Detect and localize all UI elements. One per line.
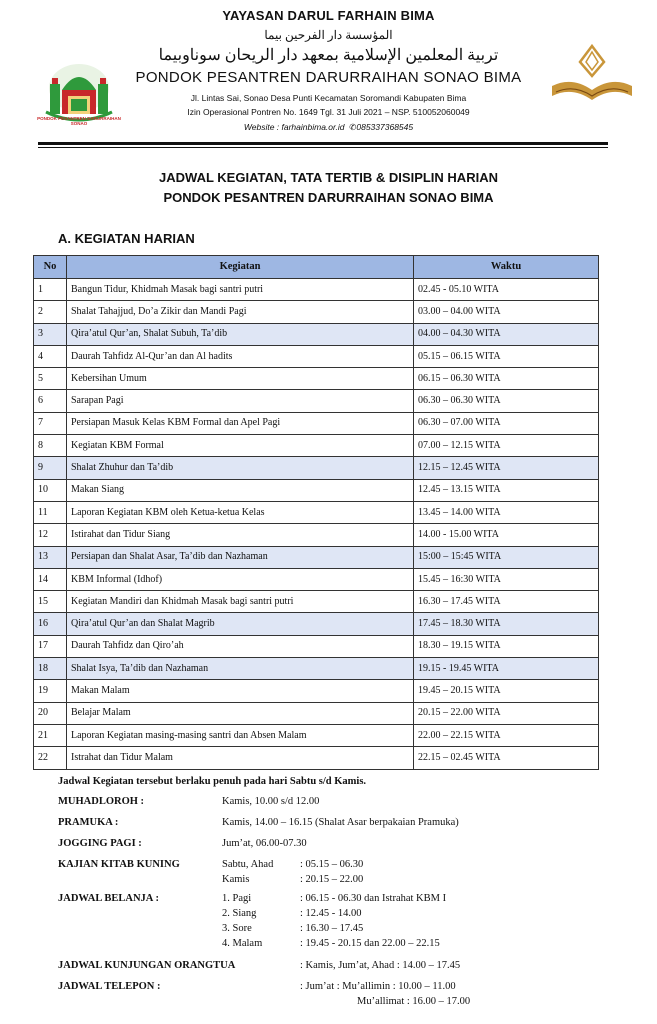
- row-activity: Shalat Zhuhur dan Ta’dib: [67, 457, 414, 479]
- table-row: [34, 747, 599, 769]
- row-time: 15:00 – 15:45 WITA: [414, 546, 599, 568]
- belanja-slot-2: 2. Siang: [222, 908, 257, 919]
- validity-note: Jadwal Kegiatan tersebut berlaku penuh pada hari Sabtu s/d Kamis.: [58, 776, 367, 787]
- row-time: 03.00 – 04.00 WITA: [414, 301, 599, 323]
- row-time: 12.15 – 12.45 WITA: [414, 457, 599, 479]
- row-time: 16.30 – 17.45 WITA: [414, 591, 599, 613]
- row-activity: KBM Informal (Idhof): [67, 568, 414, 590]
- row-time: 06.15 – 06.30 WITA: [414, 368, 599, 390]
- row-number: 15: [34, 591, 67, 613]
- belanja-time-3: : 16.30 – 17.45: [300, 923, 364, 934]
- row-number: 1: [34, 279, 67, 301]
- belanja-time-4: : 19.45 - 20.15 dan 22.00 – 22.15: [300, 938, 440, 949]
- row-number: 9: [34, 457, 67, 479]
- contact-line: [0, 122, 657, 133]
- muhadloroh-value: Kamis, 10.00 s/d 12.00: [222, 796, 320, 807]
- row-number: 17: [34, 635, 67, 657]
- row-activity: Daurah Tahfidz Al-Qur’an dan Al hadits: [67, 345, 414, 367]
- kunjungan-value: : Kamis, Jum’at, Ahad : 14.00 – 17.45: [300, 960, 461, 971]
- school-name: PONDOK PESANTREN DARURRAIHAN SONAO BIMA: [135, 69, 522, 86]
- table-header-row: [34, 256, 599, 279]
- telepon-label: JADWAL TELEPON :: [58, 981, 161, 992]
- kajian-day-2: Kamis: [222, 874, 250, 885]
- table-row: [34, 345, 599, 367]
- row-time: 19.45 – 20.15 WITA: [414, 680, 599, 702]
- belanja-time-2: : 12.45 - 14.00: [300, 908, 362, 919]
- header-kegiatan: Kegiatan: [67, 256, 414, 279]
- schedule-table: [33, 255, 599, 770]
- section-heading: A. KEGIATAN HARIAN: [58, 231, 195, 246]
- row-number: 18: [34, 658, 67, 680]
- row-time: 06.30 – 06.30 WITA: [414, 390, 599, 412]
- kunjungan-label: JADWAL KUNJUNGAN ORANGTUA: [58, 960, 236, 971]
- row-time: 18.30 – 19.15 WITA: [414, 635, 599, 657]
- row-number: 7: [34, 412, 67, 434]
- row-number: 4: [34, 345, 67, 367]
- schedule-table-body: [34, 279, 599, 770]
- row-time: 15.45 – 16:30 WITA: [414, 568, 599, 590]
- table-row: [34, 658, 599, 680]
- table-row: [34, 457, 599, 479]
- table-row: [34, 702, 599, 724]
- kajian-day-1: Sabtu, Ahad: [222, 859, 274, 870]
- row-number: 20: [34, 702, 67, 724]
- row-activity: Makan Malam: [67, 680, 414, 702]
- row-number: 10: [34, 479, 67, 501]
- row-time: 06.30 – 07.00 WITA: [414, 412, 599, 434]
- row-number: 22: [34, 747, 67, 769]
- row-time: 14.00 - 15.00 WITA: [414, 524, 599, 546]
- row-activity: Istirahat dan Tidur Siang: [67, 524, 414, 546]
- row-time: 12.45 – 13.15 WITA: [414, 479, 599, 501]
- row-activity: Kegiatan KBM Formal: [67, 435, 414, 457]
- row-number: 14: [34, 568, 67, 590]
- row-activity: Shalat Isya, Ta’dib dan Nazhaman: [67, 658, 414, 680]
- row-activity: Qira’atul Qur’an dan Shalat Magrib: [67, 613, 414, 635]
- table-row: [34, 279, 599, 301]
- belanja-slot-1: 1. Pagi: [222, 893, 252, 904]
- table-row: [34, 546, 599, 568]
- telepon-line-2: Mu’allimat : 16.00 – 17.00: [357, 996, 471, 1007]
- row-activity: Laporan Kegiatan KBM oleh Ketua-ketua Kelas: [67, 501, 414, 523]
- logo-caption: PONDOK PESANTREN DARURRAIHAN SONAO: [37, 116, 121, 126]
- header-rule-thin: [38, 147, 608, 148]
- table-row: [34, 323, 599, 345]
- header-waktu: Waktu: [414, 256, 599, 279]
- row-time: 17.45 – 18.30 WITA: [414, 613, 599, 635]
- row-time: 02.45 - 05.10 WITA: [414, 279, 599, 301]
- row-time: 20.15 – 22.00 WITA: [414, 702, 599, 724]
- table-row: [34, 568, 599, 590]
- row-number: 21: [34, 724, 67, 746]
- row-activity: Shalat Tahajjud, Do’a Zikir dan Mandi Pagi: [67, 301, 414, 323]
- table-row: [34, 724, 599, 746]
- kajian-time-2: : 20.15 – 22.00: [300, 874, 364, 885]
- row-time: 07.00 – 12.15 WITA: [414, 435, 599, 457]
- table-row: [34, 412, 599, 434]
- address: Jl. Lintas Sai, Sonao Desa Punti Kecamatan Soromandi Kabupaten Bima: [190, 93, 467, 103]
- jogging-value: Jum’at, 06.00-07.30: [222, 838, 307, 849]
- table-row: [34, 368, 599, 390]
- muhadloroh-label: MUHADLOROH :: [58, 796, 145, 807]
- pramuka-label: PRAMUKA :: [58, 817, 119, 828]
- row-time: 04.00 – 04.30 WITA: [414, 323, 599, 345]
- row-activity: Makan Siang: [67, 479, 414, 501]
- table-row: [34, 479, 599, 501]
- arabic-foundation-name: المؤسسة دار الفرحين بيما: [264, 28, 393, 42]
- table-row: [34, 524, 599, 546]
- pramuka-value: Kamis, 14.00 – 16.15 (Shalat Asar berpakaian Pramuka): [222, 817, 459, 828]
- row-activity: Laporan Kegiatan masing-masing santri dan Absen Malam: [67, 724, 414, 746]
- table-row: [34, 390, 599, 412]
- permit-info: Izin Operasional Pontren No. 1649 Tgl. 31 Juli 2021 – NSP. 510052060049: [187, 107, 470, 117]
- row-time: 19.15 - 19.45 WITA: [414, 658, 599, 680]
- phone-icon: ✆: [346, 122, 357, 132]
- kajian-label: KAJIAN KITAB KUNING: [58, 859, 180, 870]
- table-row: [34, 680, 599, 702]
- row-time: 05.15 – 06.15 WITA: [414, 345, 599, 367]
- table-row: [34, 501, 599, 523]
- table-row: [34, 301, 599, 323]
- row-number: 6: [34, 390, 67, 412]
- document-title: JADWAL KEGIATAN, TATA TERTIB & DISIPLIN HARIAN: [159, 170, 498, 185]
- document-subtitle: PONDOK PESANTREN DARURRAIHAN SONAO BIMA: [163, 190, 494, 205]
- row-activity: Bangun Tidur, Khidmah Masak bagi santri putri: [67, 279, 414, 301]
- row-activity: Qira’atul Qur’an, Shalat Subuh, Ta’dib: [67, 323, 414, 345]
- header-rule-thick: [38, 142, 608, 145]
- row-activity: Persiapan Masuk Kelas KBM Formal dan Apel Pagi: [67, 412, 414, 434]
- row-activity: Sarapan Pagi: [67, 390, 414, 412]
- row-time: 22.00 – 22.15 WITA: [414, 724, 599, 746]
- row-activity: Istrahat dan Tidur Malam: [67, 747, 414, 769]
- row-number: 13: [34, 546, 67, 568]
- row-number: 16: [34, 613, 67, 635]
- kajian-time-1: : 05.15 – 06.30: [300, 859, 364, 870]
- row-number: 19: [34, 680, 67, 702]
- row-activity: Persiapan dan Shalat Asar, Ta’dib dan Nazhaman: [67, 546, 414, 568]
- row-time: 22.15 – 02.45 WITA: [414, 747, 599, 769]
- row-activity: Daurah Tahfidz dan Qiro’ah: [67, 635, 414, 657]
- row-activity: Kebersihan Umum: [67, 368, 414, 390]
- telepon-line-1: : Jum’at : Mu’allimin : 10.00 – 11.00: [300, 981, 456, 992]
- jogging-label: JOGGING PAGI :: [58, 838, 142, 849]
- table-row: [34, 435, 599, 457]
- belanja-time-1: : 06.15 - 06.30 dan Istrahat KBM I: [300, 893, 447, 904]
- organization-name: YAYASAN DARUL FARHAIN BIMA: [222, 8, 435, 23]
- row-number: 2: [34, 301, 67, 323]
- row-activity: Belajar Malam: [67, 702, 414, 724]
- row-number: 12: [34, 524, 67, 546]
- phone-number: 085337368545: [356, 122, 414, 132]
- belanja-slot-4: 4. Malam: [222, 938, 263, 949]
- belanja-label: JADWAL BELANJA :: [58, 893, 159, 904]
- row-number: 3: [34, 323, 67, 345]
- row-activity: Kegiatan Mandiri dan Khidmah Masak bagi santri putri: [67, 591, 414, 613]
- row-number: 8: [34, 435, 67, 457]
- table-row: [34, 613, 599, 635]
- table-row: [34, 591, 599, 613]
- arabic-school-name: تربية المعلمين الإسلامية بمعهد دار الريحان سوناوبيما: [158, 47, 499, 64]
- header-no: No: [34, 256, 67, 279]
- row-number: 11: [34, 501, 67, 523]
- row-number: 5: [34, 368, 67, 390]
- website-text: Website : farhainbima.or.id: [243, 122, 345, 132]
- belanja-slot-3: 3. Sore: [222, 923, 252, 934]
- row-time: 13.45 – 14.00 WITA: [414, 501, 599, 523]
- table-row: [34, 635, 599, 657]
